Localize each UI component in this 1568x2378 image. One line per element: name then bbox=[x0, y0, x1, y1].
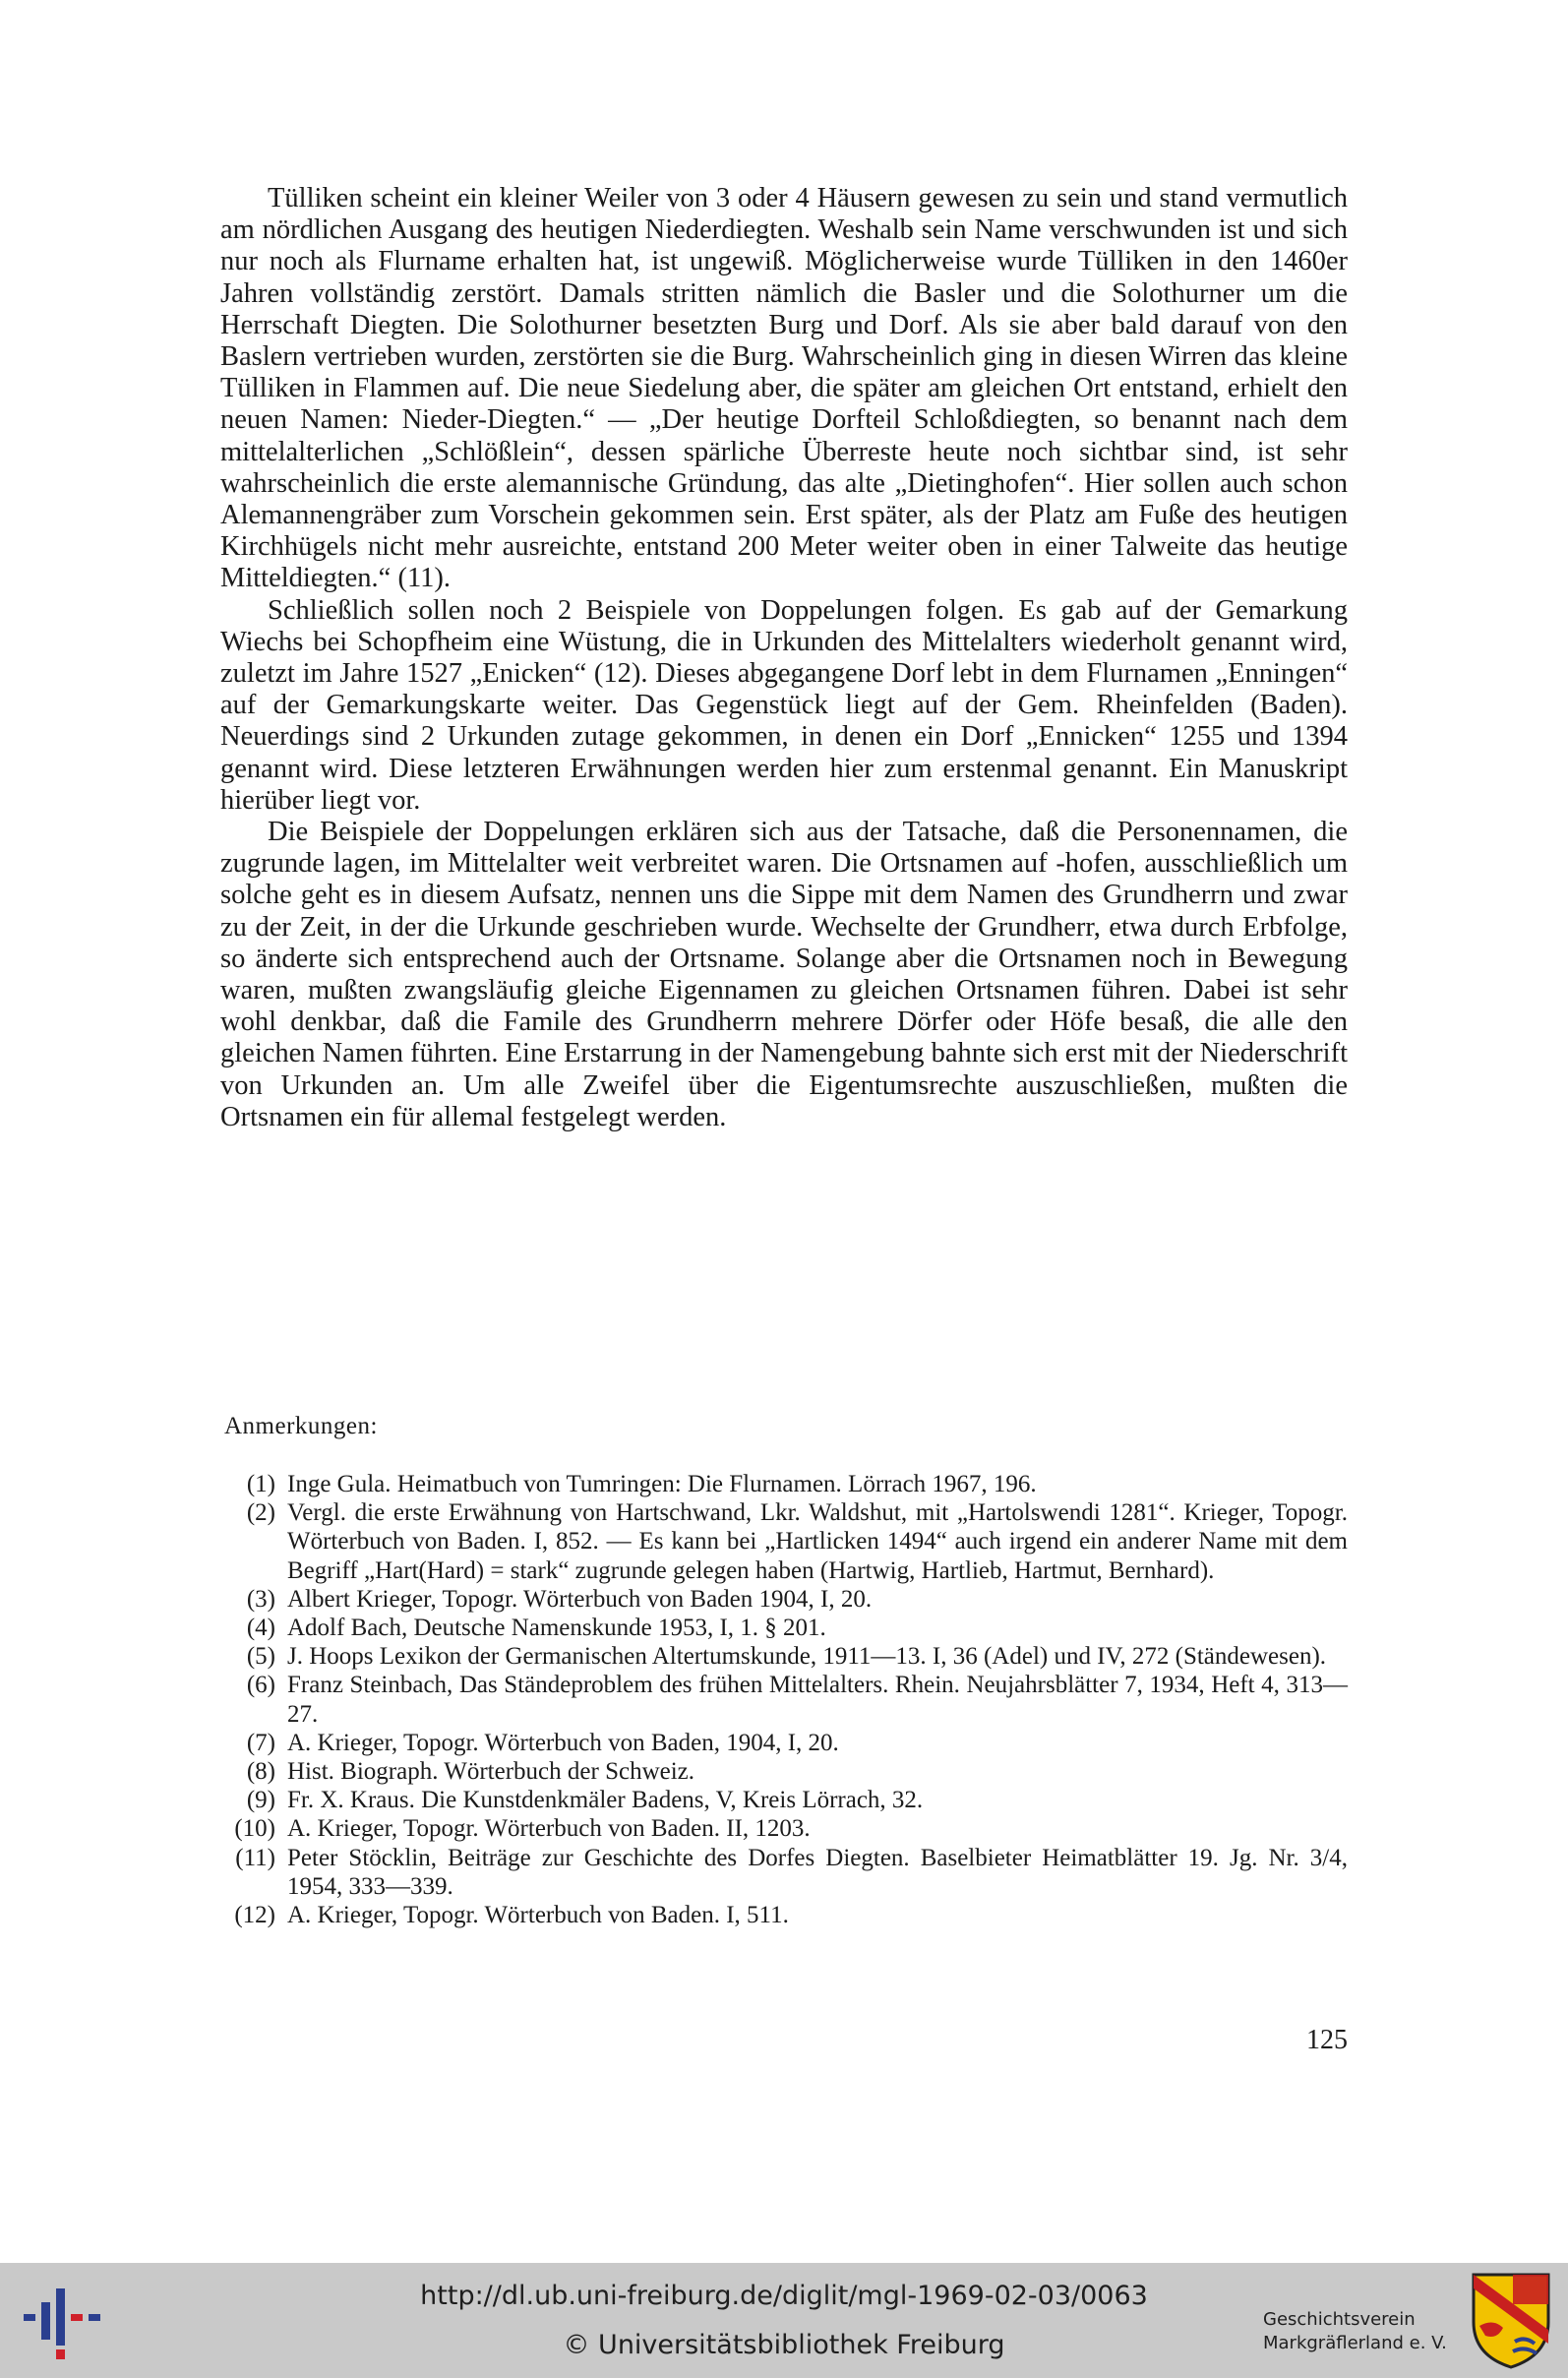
note-number: (1) bbox=[246, 1471, 275, 1497]
note-text: Albert Krieger, Topogr. Wörterbuch von Baden 1904, I, 20. bbox=[287, 1585, 873, 1613]
note-number: (8) bbox=[246, 1758, 275, 1786]
note-text: Peter Stöcklin, Beiträge zur Geschichte des Dorfes Diegten. Baselbieter Heimatblätter 19. Jg. Nr. 3/4, 1954, 333—339. bbox=[287, 1844, 1348, 1900]
note-item bbox=[220, 1757, 1348, 1786]
body-text bbox=[220, 183, 1348, 1133]
note-number: (9) bbox=[246, 1787, 275, 1814]
note-number: (6) bbox=[246, 1672, 275, 1699]
note-number: (2) bbox=[246, 1499, 275, 1527]
note-text: J. Hoops Lexikon der Germanischen Altertumskunde, 1911—13. I, 36 (Adel) und IV, 272 (Ständewesen). bbox=[287, 1643, 1327, 1671]
note-text: Franz Steinbach, Das Ständeproblem des frühen Mittelalters. Rhein. Neujahrsblätter 7, 1934, Heft 4, 313—27. bbox=[287, 1672, 1348, 1728]
footer-url-link[interactable]: http://dl.ub.uni-freiburg.de/diglit/mgl-1969-02-03/0063 bbox=[420, 2281, 1148, 2311]
coat-of-arms-icon[interactable] bbox=[1470, 2271, 1552, 2369]
note-item bbox=[220, 1470, 1348, 1498]
note-item bbox=[220, 1814, 1348, 1843]
paragraph: Tülliken scheint ein kleiner Weiler von 3 oder 4 Häusern gewesen zu sein und stand vermutlich am nördlichen Ausgang des heutigen Niederdiegten. Weshalb sein Name verschwunden ist und sich nur noch als Flurname erhalten hat, ist ungewiß. Möglicherweise wurde Tülliken in den 1460er Jahren vollständig zerstört. Damals stritten nämlich die Basler und die Solothurner um die Herrschaft Diegten. Die Solothurner besetzten Burg und Dorf. Als sie aber bald darauf von den Baslern vertrieben wurden, zerstörten sie die Burg. Wahrscheinlich ging in diesen Wirren das kleine Tülliken in Flammen auf. Die neue Siedelung aber, die später am gleichen Ort entstand, erhielt den neuen Namen: Nieder-Diegten.“ — „Der heutige Dorfteil Schloßdiegten, so benannt nach dem mittelalterlichen „Schlößlein“, dessen spärliche Überreste heute noch sichtbar sind, ist sehr wahrscheinlich die erste alemannische Gründung, das alte „Dietinghofen“. Hier sollen auch schon Alemannengräber zum Vorschein gekommen sein. Erst später, als der Platz am Fuße des heutigen Kirchhügels nicht mehr ausreichte, entstand 200 Meter weiter oben in einer Talweite das heutige Mitteldiegten.“ (11). bbox=[220, 183, 1348, 594]
paragraph: Die Beispiele der Doppelungen erklären sich aus der Tatsache, daß die Personennamen, die zugrunde lagen, im Mittelalter weit verbreitet waren. Die Ortsnamen auf -hofen, ausschließlich um solche geht es in diesem Aufsatz, nennen uns die Sippe mit dem Namen des Grundherrn und zwar zu der Zeit, in der die Urkunde geschrieben wurde. Wechselte der Grundherr, etwa durch Erbfolge, so änderte sich entsprechend auch der Ortsname. Solange aber die Ortsnamen noch in Bewegung waren, mußten zwangsläufig gleiche Eigennamen zu gleichen Ortsnamen führen. Dabei ist sehr wohl denkbar, daß die Famile des Grundherrn mehrere Dörfer oder Höfe besaß, die alle den gleichen Namen führten. Eine Erstarrung in der Namengebung bahnte sich erst mit der Niederschrift von Urkunden an. Um alle Zweifel über die Eigentumsrechte auszuschließen, mußten die Ortsnamen ein für allemal festgelegt werden. bbox=[220, 817, 1348, 1132]
note-number: (3) bbox=[246, 1585, 275, 1613]
note-text: Inge Gula. Heimatbuch von Tumringen: Die Flurnamen. Lörrach 1967, 196. bbox=[287, 1471, 1037, 1497]
footer-copyright: © Universitätsbibliothek Freiburg bbox=[563, 2330, 1005, 2360]
note-number: (12) bbox=[234, 1902, 275, 1929]
note-item bbox=[220, 1901, 1348, 1929]
society-line-2: Markgräflerland e. V. bbox=[1263, 2333, 1447, 2353]
note-item bbox=[220, 1642, 1348, 1671]
note-item bbox=[220, 1498, 1348, 1585]
society-name bbox=[1263, 2308, 1460, 2355]
note-item bbox=[220, 1844, 1348, 1901]
note-item bbox=[220, 1585, 1348, 1614]
note-text: A. Krieger, Topogr. Wörterbuch von Baden, 1904, I, 20. bbox=[287, 1729, 839, 1756]
note-number: (5) bbox=[246, 1643, 275, 1671]
note-text: A. Krieger, Topogr. Wörterbuch von Baden. I, 511. bbox=[287, 1902, 789, 1929]
note-text: Vergl. die erste Erwähnung von Hartschwand, Lkr. Waldshut, mit „Hartolswendi 1281“. Krieger, Topogr. Wörterbuch von Baden. I, 852. — Es kann bei „Hartlicken 1494“ auch irgend ein anderer Name mit dem Begriff „Hart(Hard) = stark“ zugrunde gelegen haben (Hartwig, Hartlieb, Hartmut, Bernhard). bbox=[287, 1499, 1348, 1584]
page-number: 125 bbox=[1306, 2025, 1348, 2055]
footer-bar bbox=[0, 2263, 1568, 2378]
note-text: Hist. Biograph. Wörterbuch der Schweiz. bbox=[287, 1758, 695, 1786]
note-text: A. Krieger, Topogr. Wörterbuch von Baden. II, 1203. bbox=[287, 1815, 811, 1843]
notes-list bbox=[220, 1470, 1348, 1929]
note-text: Adolf Bach, Deutsche Namenskunde 1953, I, 1. § 201. bbox=[287, 1615, 826, 1642]
note-number: (4) bbox=[246, 1615, 275, 1642]
notes-heading: Anmerkungen: bbox=[224, 1413, 378, 1439]
note-item bbox=[220, 1614, 1348, 1642]
note-text: Fr. X. Kraus. Die Kunstdenkmäler Badens, V, Kreis Lörrach, 32. bbox=[287, 1787, 924, 1814]
note-item bbox=[220, 1671, 1348, 1728]
paragraph: Schließlich sollen noch 2 Beispiele von Doppelungen folgen. Es gab auf der Gemarkung Wiechs bei Schopfheim eine Wüstung, die in Urkunden des Mittelalters wiederholt genannt wird, zuletzt im Jahre 1527 „Enicken“ (12). Dieses abgegangene Dorf lebt in dem Flurnamen „Enningen“ auf der Gemarkungskarte weiter. Das Gegenstück liegt auf der Gem. Rheinfelden (Baden). Neuerdings sind 2 Urkunden zutage gekommen, in denen ein Dorf „Ennicken“ 1255 und 1394 genannt wird. Diese letzteren Erwähnungen werden hier zum erstenmal genannt. Ein Manuskript hierüber liegt vor. bbox=[220, 594, 1348, 816]
note-item bbox=[220, 1786, 1348, 1814]
note-number: (10) bbox=[234, 1815, 275, 1843]
note-item bbox=[220, 1729, 1348, 1757]
note-number: (7) bbox=[246, 1729, 275, 1756]
society-line-1: Geschichtsverein bbox=[1263, 2309, 1416, 2330]
note-number: (11) bbox=[235, 1844, 275, 1871]
